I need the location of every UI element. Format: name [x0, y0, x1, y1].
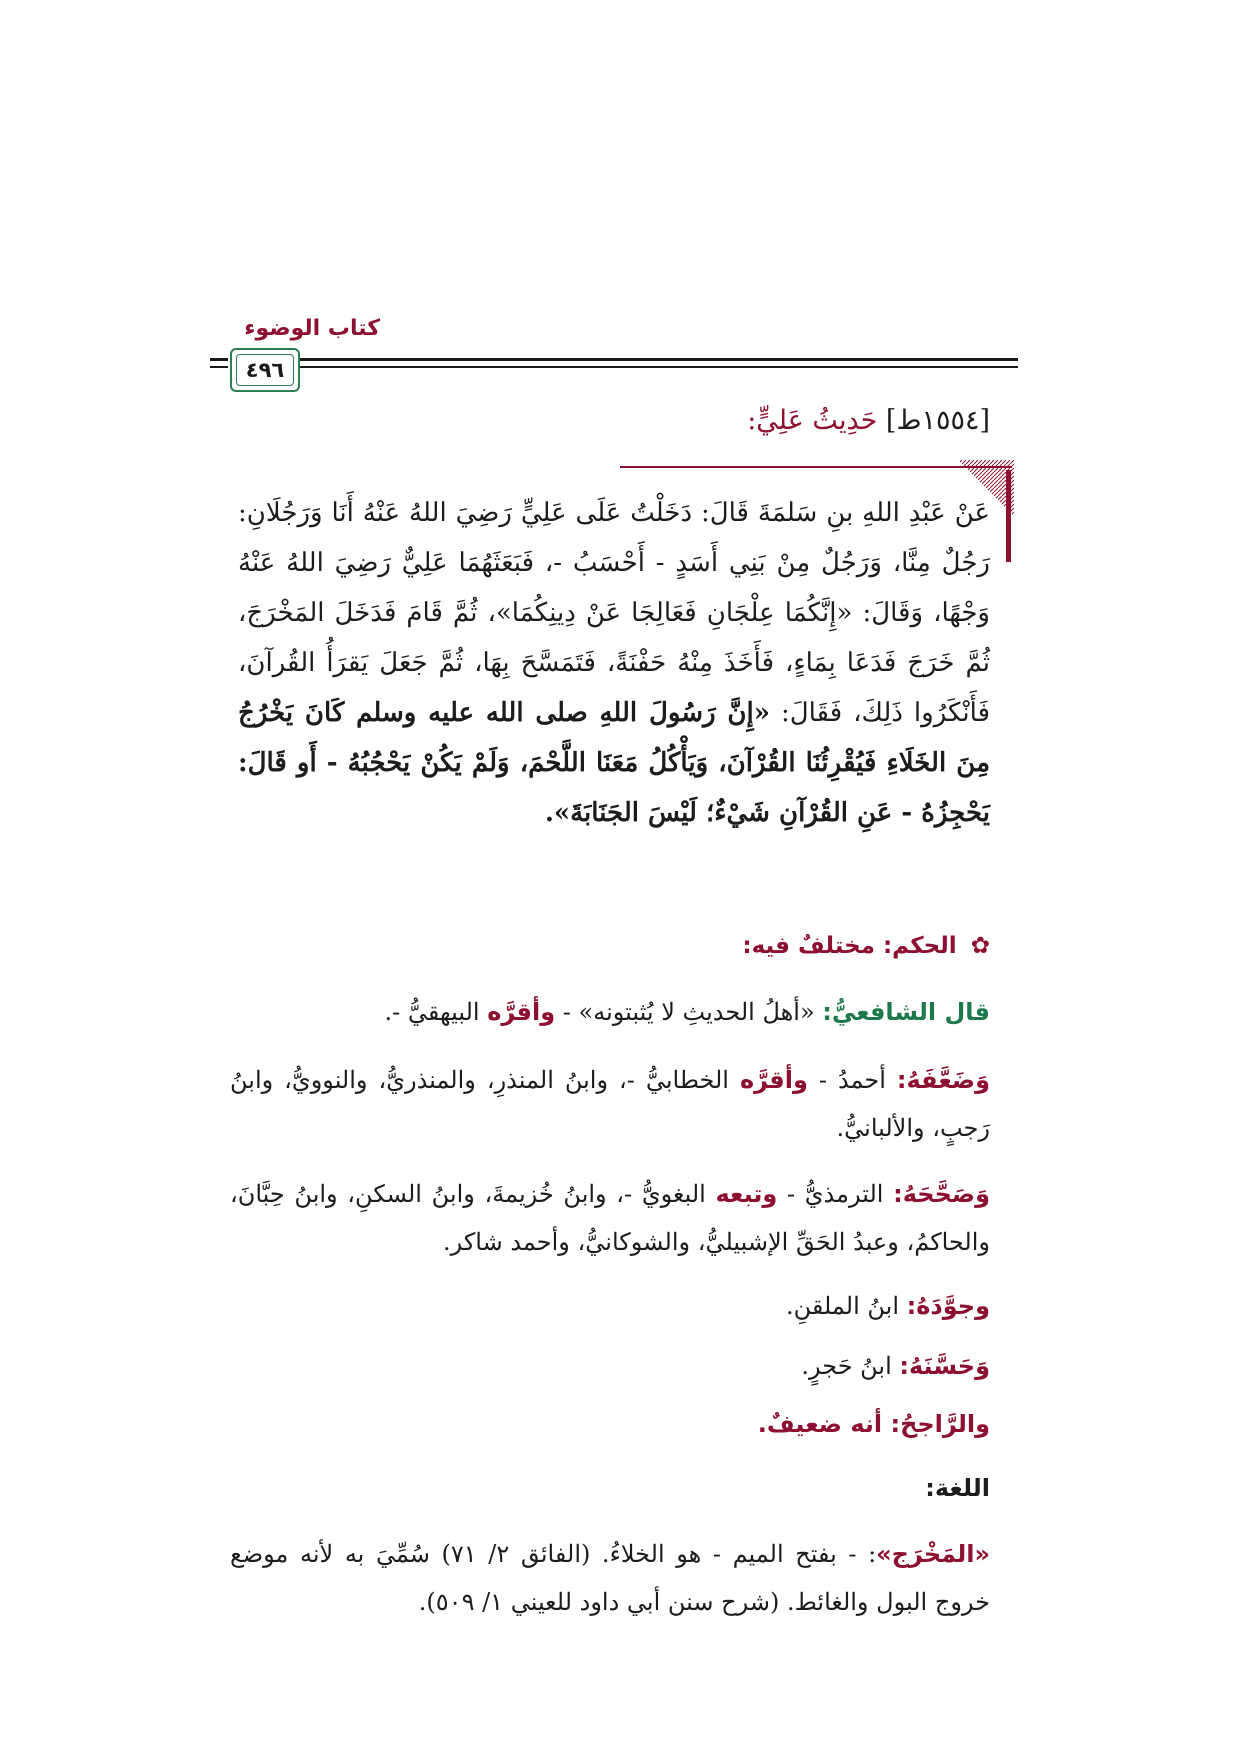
opinion-weakened — [230, 1056, 990, 1152]
opinion-authenticated — [230, 1170, 990, 1266]
opinion-text2: الخطابيُّ -، وابنُ المنذرِ، والمنذريُّ، والنوويُّ، وابنُ رَجبٍ، والألبانيُّ. — [230, 1066, 990, 1142]
header-rule-left — [210, 358, 228, 361]
opinion-text: أنه ضعيفٌ. — [757, 1410, 891, 1438]
opinion-hasan — [230, 1342, 990, 1390]
header-rule-thin — [300, 366, 1018, 368]
opinion-label: وَصَحَّحَهُ: — [893, 1180, 990, 1208]
opinion-preferred — [230, 1400, 990, 1448]
ruling — [742, 933, 990, 959]
heading-underline — [620, 466, 1012, 468]
opinion-text2: البيهقيُّ -. — [384, 998, 488, 1026]
page-number-badge — [230, 348, 300, 392]
hadith-title: حَدِيثُ عَلِيٍّ: — [747, 405, 878, 436]
ruling-value: مختلفٌ فيه: — [742, 933, 875, 959]
opinion-text: الترمذيُّ - — [777, 1180, 894, 1208]
opinion-shafii — [230, 988, 990, 1036]
header-rule-left-thin — [210, 366, 228, 368]
opinion-text: ابنُ حَجرٍ. — [801, 1352, 900, 1380]
lexicon-text: : - بفتح الميم - هو الخلاءُ. (الفائق ٢/ ٧١) سُمِّيَ به لأنه موضع خروج البول والغائط. (شرح سنن أبي داود للعيني ١/ ٥٠٩). — [230, 1540, 990, 1616]
opinion-label2: وأقرَّه — [487, 998, 556, 1026]
opinion-label: وَحَسَّنَهُ: — [899, 1352, 990, 1380]
lexicon-heading-text: اللغة: — [925, 1474, 990, 1502]
lexicon-entry — [230, 1530, 990, 1626]
opinion-good — [230, 1282, 990, 1330]
hadith-narration: عَنْ عَبْدِ اللهِ بنِ سَلمَةَ قَالَ: دَخَلْتُ عَلَى عَلِيٍّ رَضِيَ اللهُ عَنْهُ أَنَا وَرَجُلَانِ: رَجُلٌ مِنَّا، وَرَجُلٌ مِنْ بَنِي أَسَدٍ - أَحْسَبُ -، فَبَعَثَهُمَا عَلِيٌّ رَضِيَ اللهُ عَنْهُ وَجْهًا، وَقَالَ: «إِنَّكُمَا عِلْجَانِ فَعَالِجَا عَنْ دِينِكُمَا»، ثُمَّ قَامَ فَدَخَلَ المَخْرَجَ، ثُمَّ خَرَجَ فَدَعَا بِمَاءٍ، فَأَخَذَ مِنْهُ حَفْنَةً، فَتَمَسَّحَ بِهَا، ثُمَّ جَعَلَ يَقرَأُ القُرآنَ، فَأَنْكَرُوا ذَلِكَ، فَقَالَ: — [238, 498, 990, 728]
opinion-label: وَضَعَّفَهُ: — [896, 1066, 990, 1094]
opinion-text: ابنُ الملقنِ. — [785, 1292, 907, 1320]
hadith-heading — [747, 405, 990, 436]
ruling-label: الحكم: — [882, 933, 957, 959]
hadith-number: [١٥٥٤ط] — [885, 405, 990, 436]
opinion-text: «أهلُ الحديثِ لا يُثبتونه» - — [555, 998, 823, 1026]
header-rule — [300, 358, 1018, 361]
running-title: كتاب الوضوء — [244, 316, 380, 341]
opinion-label: والرَّاجحُ: — [890, 1410, 990, 1438]
lexicon-term: «المَخْرَج» — [876, 1540, 991, 1568]
opinion-label: قال الشافعيُّ: — [822, 998, 990, 1026]
opinion-label2: وتبعه — [715, 1180, 778, 1208]
opinion-text2: البغويُّ -، وابنُ خُزيمةَ، وابنُ السكنِ، وابنُ حِبَّانَ، والحاكمُ، وعبدُ الحَقِّ الإشبيليُّ، والشوكانيُّ، وأحمد شاكر. — [230, 1180, 990, 1256]
corner-bar — [1006, 470, 1011, 562]
opinion-label: وجوَّدَهُ: — [906, 1292, 990, 1320]
opinion-text: أحمدُ - — [807, 1066, 897, 1094]
opinion-label2: وأقرَّه — [739, 1066, 808, 1094]
flower-icon: ✿ — [970, 933, 990, 959]
hadith-quote: «إِنَّ رَسُولَ اللهِ صلى الله عليه وسلم كَانَ يَخْرُجُ مِنَ الخَلَاءِ فَيُقْرِئُنَا القُرْآنَ، وَيَأْكُلُ مَعَنَا اللَّحْمَ، وَلَمْ يَكُنْ يَحْجُبُهُ - أَو قَالَ: يَحْجِزُهُ - عَنِ القُرْآنِ شَيْءٌ؛ لَيْسَ الجَنَابَةَ». — [238, 698, 990, 828]
page-number: ٤٩٦ — [236, 354, 294, 386]
lexicon-heading — [230, 1464, 990, 1512]
hadith-text — [238, 488, 990, 838]
